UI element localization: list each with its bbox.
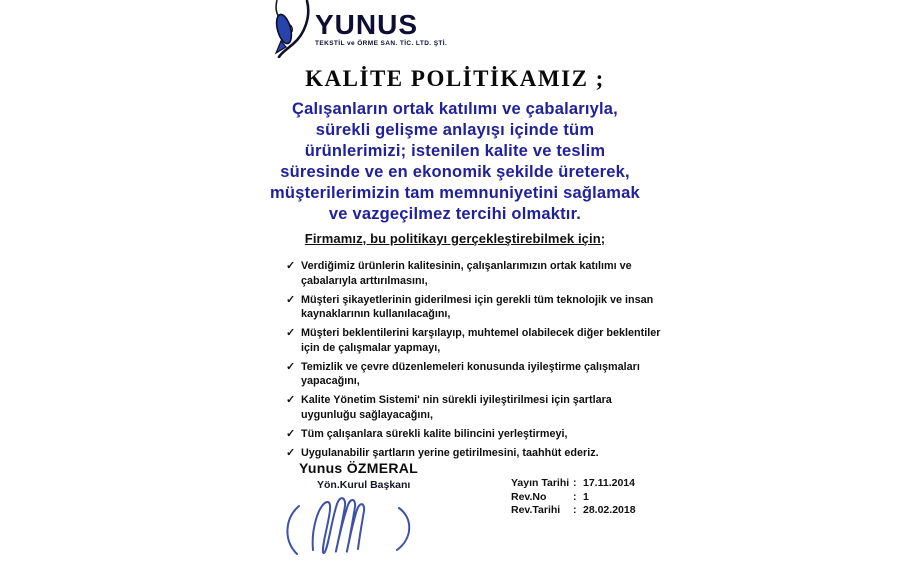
checkmark-icon: ✓	[286, 293, 296, 306]
revision-label: Yayın Tarihi	[511, 477, 570, 489]
revision-label: Rev.Tarihi	[511, 504, 561, 516]
revision-row	[511, 491, 636, 505]
checkmark-icon: ✓	[286, 446, 296, 459]
logo-company-subtitle: TEKSTİL ve ÖRME SAN. TİC. LTD. ŞTİ.	[315, 40, 448, 47]
list-item-text: Kalite Yönetim Sistemi' nin sürekli iyileştirilmesi için şartlara uygunluğu sağlayacağını,	[301, 394, 612, 421]
checkmark-icon: ✓	[286, 327, 296, 339]
policy-line: ürünlerimizi; istenilen kalite ve teslim	[304, 142, 606, 160]
company-logo	[268, 0, 447, 58]
commitment-list	[286, 259, 664, 465]
list-item	[286, 259, 664, 288]
dolphin-fish-on-line-icon	[268, 0, 314, 58]
policy-line: sürekli gelişme anlayışı içinde tüm	[315, 121, 595, 139]
revision-row	[511, 504, 636, 518]
policy-line: süresinde ve en ekonomik şekilde üreterek,	[280, 163, 630, 181]
revision-separator: :	[573, 504, 577, 516]
handwritten-signature	[283, 484, 433, 567]
revision-info	[511, 477, 636, 518]
list-item	[286, 446, 664, 461]
logo-company-name: YUNUS	[315, 9, 419, 40]
list-item-text: Verdiğimiz ürünlerin kalitesinin, çalışanlarımızın ortak katılımı ve çabalarıyla arttırılmasını,	[301, 260, 632, 287]
list-item	[286, 427, 664, 442]
list-item	[286, 293, 664, 322]
list-item-text: Müşteri beklentilerini karşılayıp, muhtemel olabilecek diğer beklentiler için de çalışmalar yapmayı,	[301, 327, 661, 354]
policy-subheading: Firmamız, bu politikayı gerçekleştirebilmek için;	[304, 231, 606, 246]
revision-row	[511, 477, 636, 491]
list-item-text: Uygulanabilir şartların yerine getirilmesini, taahhüt ederiz.	[301, 446, 599, 459]
policy-line: ve vazgeçilmez tercihi olmaktır.	[328, 205, 582, 223]
revision-separator: :	[573, 477, 577, 489]
revision-value: 1	[583, 490, 589, 503]
revision-value: 17.11.2014	[583, 477, 635, 489]
list-item	[286, 326, 664, 355]
signatory-role: Yön.Kurul Başkanı	[317, 479, 411, 491]
checkmark-icon: ✓	[286, 260, 296, 272]
list-item	[286, 360, 664, 389]
logo-text-block	[315, 0, 447, 47]
page-title: KALİTE POLİTİKAMIZ ;	[305, 66, 605, 91]
checkmark-icon: ✓	[286, 360, 296, 373]
policy-statement	[230, 99, 680, 225]
revision-value: 28.02.2018	[583, 504, 636, 516]
list-item-text: Tüm çalışanlara sürekli kalite bilincini yerleştirmeyi,	[301, 427, 568, 440]
list-item	[286, 393, 664, 422]
revision-separator: :	[573, 490, 577, 503]
policy-line: Çalışanların ortak katılımı ve çabalarıyla,	[292, 100, 618, 118]
policy-line: müşterilerimizin tam memnuniyetini sağlamak	[270, 184, 640, 202]
signatory-name: Yunus ÖZMERAL	[299, 460, 419, 476]
revision-label: Rev.No	[511, 490, 547, 503]
list-item-text: Müşteri şikayetlerinin giderilmesi için gerekli tüm teknolojik ve insan kaynaklarının kullanılacağını,	[301, 293, 654, 320]
checkmark-icon: ✓	[286, 427, 296, 440]
list-item-text: Temizlik ve çevre düzenlemeleri konusunda iyileştirme çalışmaları yapacağını,	[301, 360, 640, 387]
checkmark-icon: ✓	[286, 394, 296, 406]
